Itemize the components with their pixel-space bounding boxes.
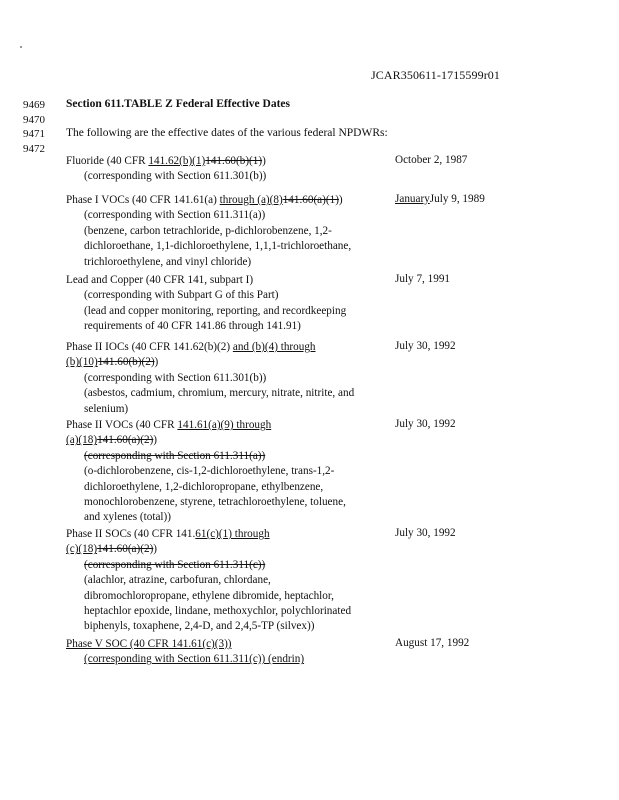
- section-title: Section 611.TABLE Z Federal Effective Dates: [66, 98, 291, 110]
- text-run: January: [395, 193, 430, 205]
- text-run: (benzene, carbon tetrachloride, p-dichlorobenzene, 1,2-: [84, 224, 332, 237]
- rule-detail: [66, 480, 386, 495]
- text-run: October 2, 1987: [395, 154, 468, 166]
- rule-title: [66, 418, 386, 433]
- text-run: Phase II VOCs (40 CFR: [66, 419, 178, 431]
- rule-entry: [66, 527, 386, 635]
- rule-entry: [66, 418, 386, 526]
- text-run: through (a)(8): [219, 194, 283, 206]
- text-run: selenium): [84, 402, 129, 415]
- text-run: Fluoride (40 CFR: [66, 155, 149, 167]
- text-run: (corresponding with Section 611.301(b)): [84, 170, 267, 183]
- text-run: (c)(18): [66, 543, 98, 556]
- rule-detail: [66, 573, 386, 588]
- rule-title: [66, 154, 386, 169]
- rule-detail: [66, 604, 386, 619]
- text-run: (corresponding with Section 611.311(c)) (endrin): [84, 653, 305, 666]
- text-run: dibromochloropropane, ethylene dibromide, heptachlor,: [84, 589, 334, 602]
- effective-date: [395, 418, 456, 430]
- text-run: 141.60(b)(1): [205, 155, 263, 167]
- rule-detail: [66, 619, 386, 634]
- rule-detail: [66, 169, 386, 184]
- text-run: (corresponding with Section 611.311(a)): [84, 449, 266, 462]
- text-run: (corresponding with Section 611.311(c)): [84, 558, 266, 571]
- text-run: and xylenes (total)): [84, 511, 171, 524]
- scan-speck: [20, 46, 22, 48]
- text-run: Phase II SOCs (40 CFR 141.: [66, 528, 196, 540]
- text-run: heptachlor epoxide, lindane, methoxychlor, polychlorinated: [84, 605, 352, 618]
- text-run: August 17, 1992: [395, 637, 470, 649]
- rule-detail: [66, 510, 386, 525]
- text-run: ): [154, 356, 159, 369]
- text-run: Phase V SOC (40 CFR 141.61(c)(3)): [66, 638, 232, 650]
- text-run: ): [153, 543, 158, 556]
- text-run: 141.60(a)(1): [282, 194, 339, 206]
- text-run: July 30, 1992: [395, 527, 456, 539]
- text-run: 141.60(a)(2): [97, 434, 154, 447]
- document-id: JCAR350611-1715599r01: [371, 68, 500, 82]
- rule-entry: [66, 637, 386, 668]
- text-run: July 30, 1992: [395, 418, 456, 430]
- rule-detail: [66, 558, 386, 573]
- rule-detail: [66, 652, 386, 667]
- line-number: 9469: [23, 99, 45, 111]
- rule-detail: [66, 402, 386, 417]
- text-run: 141.61(a)(9) through: [177, 419, 272, 431]
- rule-detail: [66, 304, 386, 319]
- rule-title: [66, 340, 386, 355]
- effective-date: [395, 273, 450, 285]
- text-run: Lead and Copper (40 CFR 141, subpart I): [66, 274, 254, 286]
- text-run: 141.62(b)(1): [148, 155, 206, 167]
- text-run: 141.60(a)(2): [97, 543, 154, 556]
- line-number: 9470: [23, 113, 45, 126]
- rule-detail: [66, 319, 386, 334]
- rule-detail: [66, 208, 386, 223]
- rule-entry: [66, 193, 386, 270]
- text-run: requirements of 40 CFR 141.86 through 141.91): [84, 320, 301, 333]
- rule-detail: [66, 355, 386, 370]
- rule-detail: [66, 386, 386, 401]
- text-run: (b)(10): [66, 356, 98, 369]
- text-run: dichloroethane, 1,1-dichloroethylene, 1,1,1-trichloroethane,: [84, 240, 352, 253]
- text-run: (lead and copper monitoring, reporting, and recordkeeping: [84, 304, 347, 317]
- rule-detail: [66, 255, 386, 270]
- intro-text: The following are the effective dates of the various federal NPDWRs:: [66, 127, 388, 139]
- text-run: and (b)(4) through: [232, 341, 316, 353]
- text-run: (corresponding with Subpart G of this Part): [84, 289, 279, 302]
- effective-date: [395, 637, 469, 649]
- rule-title: [66, 193, 386, 208]
- line-numbers: [23, 98, 45, 156]
- text-run: trichloroethylene, and vinyl chloride): [84, 255, 252, 268]
- text-run: (o-dichlorobenzene, cis-1,2-dichloroethylene, trans-1,2-: [84, 465, 335, 478]
- rule-detail: [66, 224, 386, 239]
- rule-detail: [66, 239, 386, 254]
- text-run: Phase I VOCs (40 CFR 141.61(a): [66, 194, 220, 206]
- effective-date: [395, 193, 485, 205]
- rule-title: [66, 273, 386, 288]
- text-run: (alachlor, atrazine, carbofuran, chlordane,: [84, 574, 271, 587]
- effective-date: [395, 154, 467, 166]
- rule-title: [66, 637, 386, 652]
- rule-detail: [66, 433, 386, 448]
- text-run: (a)(18): [66, 434, 98, 447]
- rule-entry: [66, 154, 386, 185]
- text-run: 141.60(b)(2): [97, 356, 155, 369]
- text-run: (corresponding with Section 611.311(a)): [84, 209, 266, 222]
- text-run: Phase II IOCs (40 CFR 141.62(b)(2): [66, 341, 233, 353]
- rule-detail: [66, 464, 386, 479]
- text-run: July 30, 1992: [395, 340, 456, 352]
- rule-detail: [66, 589, 386, 604]
- text-run: (asbestos, cadmium, chromium, mercury, nitrate, nitrite, and: [84, 387, 355, 400]
- effective-date: [395, 340, 456, 352]
- rule-entry: [66, 340, 386, 417]
- rule-detail: [66, 449, 386, 464]
- effective-date: [395, 527, 456, 539]
- rule-entry: [66, 273, 386, 335]
- rule-detail: [66, 371, 386, 386]
- text-run: biphenyls, toxaphene, 2,4-D, and 2,4,5-TP (silvex)): [84, 620, 315, 633]
- text-run: ): [262, 155, 266, 167]
- text-run: July 9, 1989: [429, 193, 485, 205]
- text-run: 61(c)(1) through: [195, 528, 270, 540]
- rule-detail: [66, 542, 386, 557]
- line-number: 9471: [23, 128, 45, 141]
- rule-title: [66, 527, 386, 542]
- text-run: dichloroethylene, 1,2-dichloropropane, ethylbenzene,: [84, 480, 324, 493]
- rule-detail: [66, 495, 386, 510]
- text-run: ): [153, 434, 158, 447]
- text-run: monochlorobenzene, styrene, tetrachloroethylene, toluene,: [84, 496, 346, 509]
- line-number: 9472: [23, 142, 45, 155]
- rule-detail: [66, 288, 386, 303]
- text-run: (corresponding with Section 611.301(b)): [84, 371, 267, 384]
- text-run: ): [338, 194, 343, 206]
- text-run: July 7, 1991: [395, 273, 451, 285]
